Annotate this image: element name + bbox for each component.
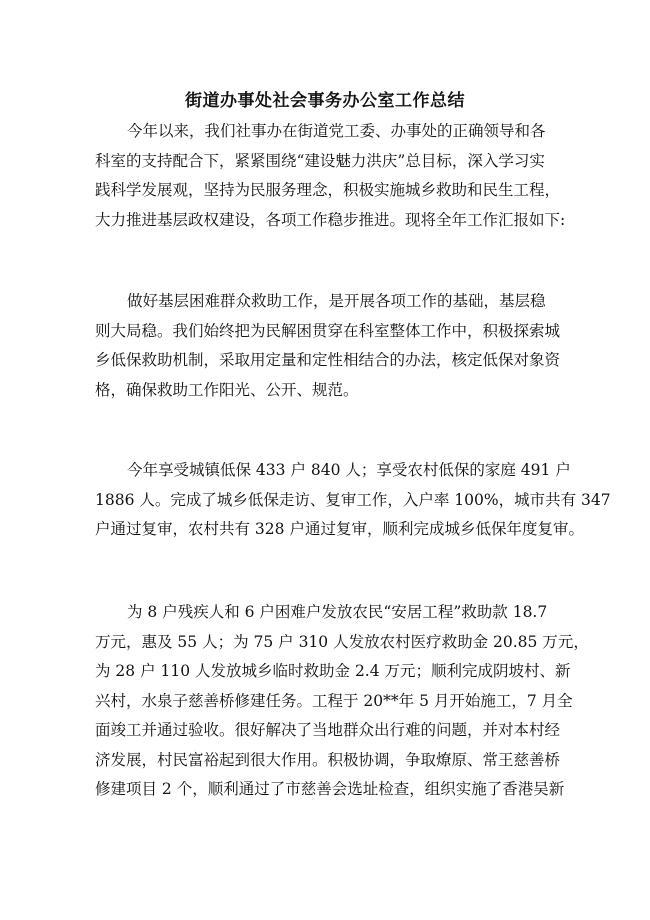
paragraph-line: 格，确保救助工作阳光、公开、规范。 (95, 380, 359, 399)
paragraph-line: 为 8 户残疾人和 6 户困难户发放农民“安居工程”救助款 18.7 (127, 603, 548, 621)
paragraph-line: 兴村，水泉子慈善桥修建任务。工程于 20**年 5 月开始施工，7 月全 (95, 691, 573, 710)
document-title: 街道办事处社会事务办公室工作总结 (185, 91, 465, 111)
paragraph-line: 做好基层困难群众救助工作，是开展各项工作的基础，基层稳 (127, 292, 546, 310)
paragraph-line: 科室的支持配合下，紧紧围绕“建设魅力洪庆”总目标，深入学习实 (95, 151, 545, 170)
paragraph-line: 则大局稳。我们始终把为民解困贯穿在科室整体工作中，积极探索城 (95, 321, 561, 340)
paragraph-line: 修建项目 2 个，顺利通过了市慈善会选址检查，组织实施了香港吴新 (95, 780, 565, 798)
paragraph-relief-work (95, 287, 561, 405)
paragraph-line: 今年以来，我们社事办在街道党工委、办事处的正确领导和各 (127, 122, 546, 140)
paragraph-line: 为 28 户 110 人发放城乡临时救助金 2.4 万元；顺利完成阴坡村、新 (95, 662, 571, 680)
paragraph-line: 万元，惠及 55 人；为 75 户 310 人发放农村医疗救助金 20.85 万元， (95, 632, 589, 651)
paragraph-subsistence-stats (95, 456, 611, 545)
paragraph-line: 大力推进基层政权建设，各项工作稳步推进。现将全年工作汇报如下: (95, 210, 566, 229)
paragraph-line: 面竣工并通过验收。很好解决了当地群众出行难的问题，并对本村经 (95, 721, 561, 739)
paragraph-relief-funds (95, 598, 589, 805)
paragraph-line: 今年享受城镇低保 433 户 840 人；享受农村低保的家庭 491 户 (127, 461, 571, 479)
paragraph-line: 户通过复审，农村共有 328 户通过复审，顺利完成城乡低保年度复审。 (95, 520, 584, 538)
paragraph-intro (95, 117, 566, 235)
paragraph-line: 乡低保救助机制，采取用定量和定性相结合的办法，核定低保对象资 (95, 351, 561, 369)
paragraph-line: 济发展，村民富裕起到很大作用。积极协调，争取燎原、常王慈善桥 (95, 750, 561, 769)
paragraph-line: 1886 人。完成了城乡低保走访、复审工作，入户率 100%，城市共有 347 (95, 490, 611, 509)
paragraph-line: 践科学发展观，坚持为民服务理念，积极实施城乡救助和民生工程， (95, 181, 561, 199)
